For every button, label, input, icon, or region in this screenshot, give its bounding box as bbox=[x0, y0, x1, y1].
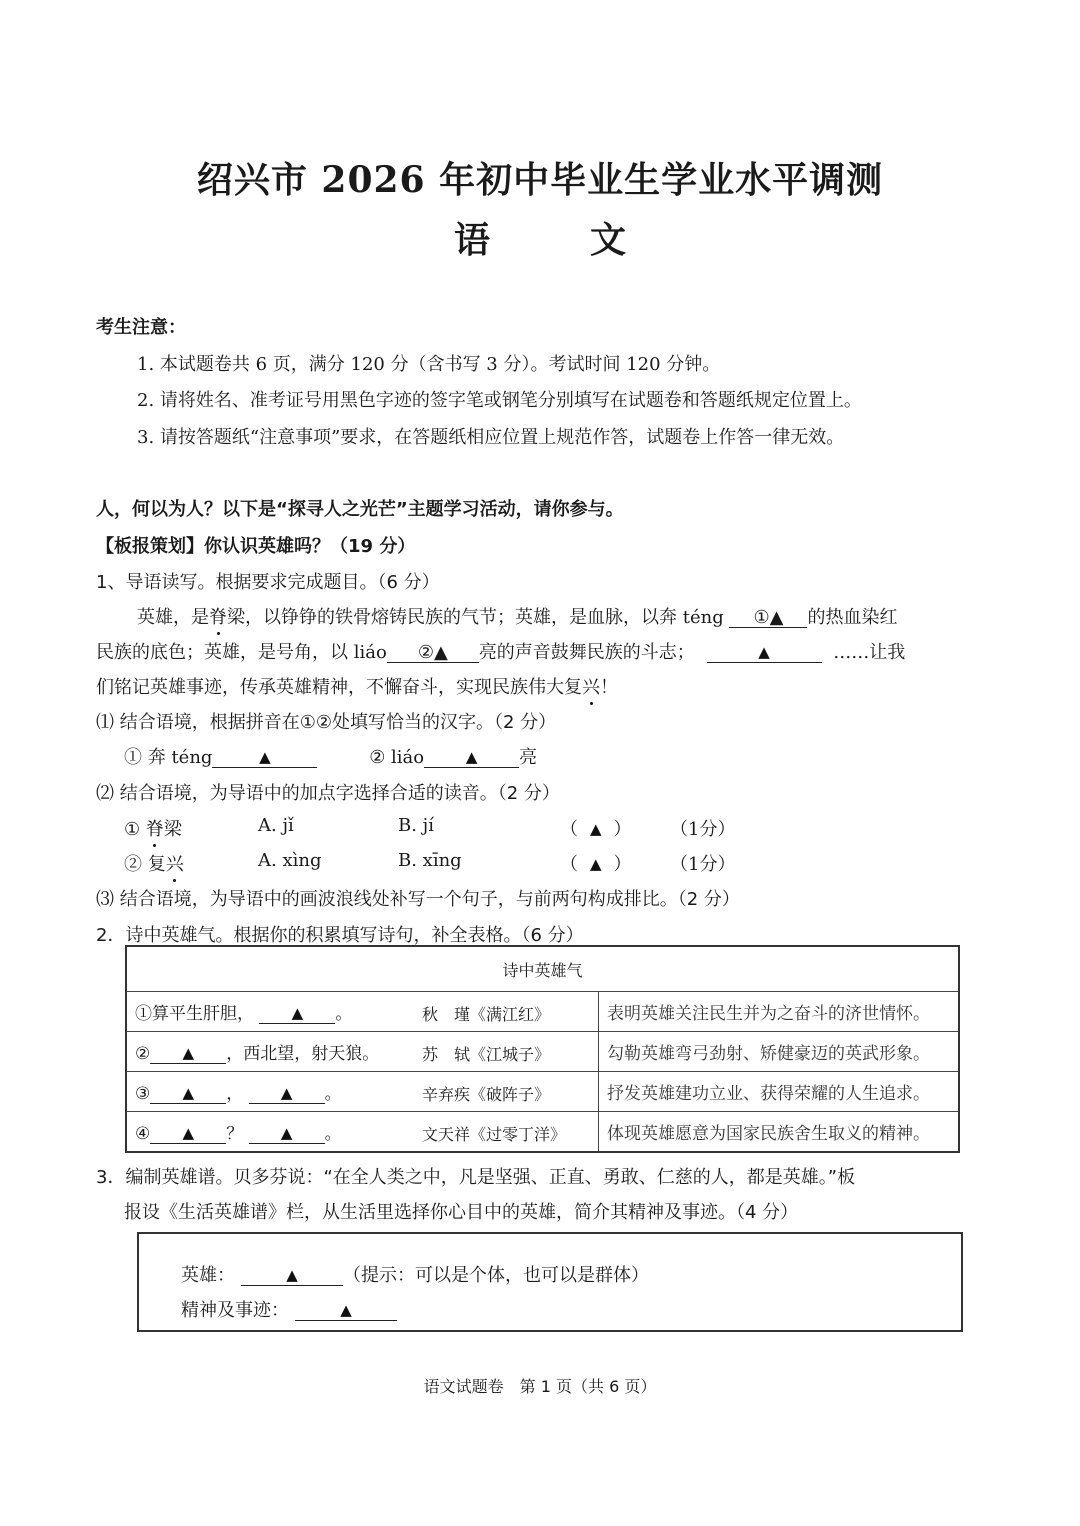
verse-text: 。 bbox=[324, 1124, 342, 1144]
row-num: ④ bbox=[135, 1124, 151, 1144]
verse-cell bbox=[126, 992, 599, 1032]
row-num: ① bbox=[135, 1004, 152, 1024]
answer-blank-liao[interactable] bbox=[424, 749, 519, 768]
q1-passage-line-2 bbox=[96, 638, 905, 664]
notice-item-3: 3. 请按答题纸“注意事项”要求，在答题纸相应位置上规范作答，试题卷上作答一律无效。 bbox=[137, 427, 845, 448]
paren-open: （ bbox=[560, 819, 578, 840]
row-num: ② bbox=[135, 1044, 151, 1064]
deeds-blank[interactable] bbox=[295, 1302, 397, 1321]
poem-author: 文天祥《过零丁洋》 bbox=[422, 1125, 567, 1144]
verse-blank[interactable] bbox=[259, 1006, 335, 1024]
paren-close: ） bbox=[613, 854, 632, 875]
q1-passage-line-1 bbox=[137, 603, 897, 629]
triangle-marker-icon: ▲ bbox=[280, 1124, 293, 1142]
table-row bbox=[126, 1032, 959, 1072]
verse-cell bbox=[126, 1032, 599, 1072]
triangle-marker-icon: ▲ bbox=[291, 1004, 304, 1022]
triangle-marker-icon: ▲ bbox=[182, 1124, 195, 1142]
subject-title bbox=[0, 212, 1080, 263]
verse-blank[interactable] bbox=[249, 1126, 325, 1144]
score: （1分） bbox=[670, 819, 736, 840]
row-num: ③ bbox=[135, 1084, 151, 1104]
q1-sub2-row-1 bbox=[124, 815, 764, 841]
passage-text: ！ bbox=[600, 677, 618, 698]
triangle-marker-icon: ▲ bbox=[465, 748, 478, 766]
verse-blank[interactable] bbox=[150, 1046, 226, 1064]
q1-sub2-title: ⑵ 结合语境，为导语中的加点字选择合适的读音。（2 分） bbox=[96, 783, 560, 804]
triangle-marker-icon: ▲ bbox=[280, 1084, 293, 1102]
wavy-line-blank[interactable] bbox=[707, 644, 822, 663]
word: 复 bbox=[147, 854, 166, 875]
triangle-marker-icon: ▲ bbox=[758, 643, 770, 661]
word: 梁 bbox=[163, 819, 182, 840]
row-num: ① bbox=[124, 819, 141, 840]
poem-author: 苏 轼《江城子》 bbox=[422, 1045, 551, 1064]
option-a[interactable]: A. jǐ bbox=[258, 815, 294, 836]
answer-blank-1[interactable] bbox=[729, 609, 807, 628]
passage-text: ……让我 bbox=[833, 642, 906, 663]
triangle-marker-icon: ▲ bbox=[182, 1084, 195, 1102]
sub1-b-suffix: 亮 bbox=[519, 747, 538, 768]
passage-text: 亮的声音鼓舞民族的斗志； bbox=[478, 642, 695, 663]
triangle-marker-icon: ▲ bbox=[590, 820, 602, 838]
hero-answer-box bbox=[137, 1232, 963, 1332]
exam-title: 绍兴市 2026 年初中毕业生学业水平调测 bbox=[196, 159, 884, 201]
poem-author: 秋 瑾《满江红》 bbox=[422, 1005, 551, 1024]
score: （1分） bbox=[670, 854, 736, 875]
triangle-marker-icon: ▲ bbox=[590, 855, 602, 873]
verse-text: ， bbox=[226, 1084, 244, 1104]
meaning-cell: 勾勒英雄弯弓劲射、矫健豪迈的英武形象。 bbox=[599, 1032, 960, 1072]
notice-heading: 考生注意： bbox=[96, 317, 186, 338]
triangle-marker-icon: ▲ bbox=[259, 748, 271, 766]
page-footer: 语文试题卷 第 1 页（共 6 页） bbox=[423, 1377, 657, 1396]
q3-line-2: 报设《生活英雄谱》栏，从生活里选择你心目中的英雄，简介其精神及事迹。（4 分） bbox=[124, 1202, 799, 1223]
passage-text: 们铭记英雄事迹，传承英雄精神，不懈奋斗，实现民族伟大复 bbox=[96, 677, 582, 698]
passage-text: 民族的底色；英雄，是号角，以 liáo bbox=[96, 642, 387, 663]
q1-passage-line-3 bbox=[96, 673, 618, 699]
q2-title: 2．诗中英雄气。根据你的积累填写诗句，补全表格。（6 分） bbox=[96, 925, 584, 946]
passage-text: 梁，以铮铮的铁骨熔铸民族的气节；英雄，是血脉，以奔 téng bbox=[227, 607, 724, 628]
verse-text: 。 bbox=[324, 1084, 342, 1104]
hero-row bbox=[181, 1261, 649, 1287]
deeds-label: 精神及事迹： bbox=[181, 1300, 289, 1321]
answer-paren-1[interactable] bbox=[560, 815, 632, 841]
hero-hint: （提示：可以是个体，也可以是群体） bbox=[343, 1265, 649, 1286]
table-header: 诗中英雄气 bbox=[126, 946, 959, 992]
verse-cell bbox=[126, 1072, 599, 1112]
q1-sub1-title: ⑴ 结合语境，根据拼音在①②处填写恰当的汉字。（2 分） bbox=[96, 712, 557, 733]
option-b[interactable]: B. xīng bbox=[398, 850, 462, 871]
q1-sub2-row-2 bbox=[124, 850, 764, 876]
verse-blank[interactable] bbox=[249, 1086, 325, 1104]
verse-text: ？ bbox=[226, 1124, 244, 1144]
verse-blank[interactable] bbox=[150, 1086, 226, 1104]
paren-close: ） bbox=[613, 819, 632, 840]
notice-item-1: 1. 本试题卷共 6 页，满分 120 分（含书写 3 分）。考试时间 120 分钟。 bbox=[137, 354, 721, 375]
triangle-marker-icon: ▲ bbox=[340, 1301, 352, 1319]
poem-table bbox=[125, 945, 960, 1153]
sub1-b-prefix: ② liáo bbox=[369, 747, 425, 768]
meaning-cell: 体现英雄愿意为国家民族舍生取义的精神。 bbox=[599, 1112, 960, 1153]
poem-author: 辛弃疾《破阵子》 bbox=[422, 1085, 551, 1104]
subject-char-2: 文 bbox=[590, 219, 627, 261]
q3-line-1: 3．编制英雄谱。贝多芬说：“在全人类之中，凡是坚强、正直、勇敢、仁慈的人，都是英雄。”板 bbox=[96, 1167, 856, 1188]
table-row bbox=[126, 992, 959, 1032]
option-b[interactable]: B. jí bbox=[398, 815, 435, 836]
sub1-a-prefix: ① 奔 téng bbox=[124, 747, 213, 768]
passage-text: 的热血染红 bbox=[807, 607, 898, 628]
verse-text: ，西北望，射天狼。 bbox=[226, 1044, 380, 1064]
meaning-cell: 抒发英雄建功立业、获得荣耀的人生追求。 bbox=[599, 1072, 960, 1112]
table-row bbox=[126, 1072, 959, 1112]
option-a[interactable]: A. xìng bbox=[258, 850, 322, 871]
hero-label: 英雄： bbox=[181, 1265, 235, 1286]
q1-sub1-answers bbox=[124, 743, 537, 769]
paren-open: （ bbox=[560, 854, 578, 875]
blank-2-label: ②▲ bbox=[417, 642, 448, 663]
verse-cell bbox=[126, 1112, 599, 1153]
answer-blank-teng[interactable] bbox=[212, 749, 317, 768]
verse-text: 算平生肝胆， bbox=[152, 1004, 254, 1024]
dotted-char: 脊 bbox=[209, 603, 227, 629]
notice-item-2: 2. 请将姓名、准考证号用黑色字迹的签字笔或钢笔分别填写在试题卷和答题纸规定位置上。 bbox=[137, 390, 862, 411]
table-row bbox=[126, 1112, 959, 1153]
verse-text: 。 bbox=[335, 1004, 353, 1024]
passage-text: 英雄，是 bbox=[137, 607, 209, 628]
q1-sub3-title: ⑶ 结合语境，为导语中的画波浪线处补写一个句子，与前两句构成排比。（2 分） bbox=[96, 889, 740, 910]
hero-blank[interactable] bbox=[241, 1267, 343, 1286]
triangle-marker-icon: ▲ bbox=[286, 1266, 298, 1284]
dotted-char: 脊 bbox=[146, 815, 164, 841]
dotted-char: 兴 bbox=[166, 850, 184, 876]
triangle-marker-icon: ▲ bbox=[182, 1044, 195, 1062]
answer-paren-2[interactable] bbox=[560, 850, 632, 876]
meaning-cell: 表明英雄关注民生并为之奋斗的济世情怀。 bbox=[599, 992, 960, 1032]
section-heading: 【板报策划】你认识英雄吗？（19 分） bbox=[96, 536, 416, 557]
subject-char-1: 语 bbox=[453, 219, 490, 261]
verse-blank[interactable] bbox=[150, 1126, 226, 1144]
deeds-row bbox=[181, 1296, 397, 1322]
q1-title: 1、导语读写。根据要求完成题目。（6 分） bbox=[96, 572, 440, 593]
answer-blank-2[interactable] bbox=[387, 644, 479, 663]
row-num: ② bbox=[124, 854, 142, 875]
blank-1-label: ①▲ bbox=[753, 607, 784, 628]
activity-intro: 人，何以为人？以下是“探寻人之光芒”主题学习活动，请你参与。 bbox=[96, 499, 624, 520]
dotted-char: 兴 bbox=[582, 673, 600, 699]
